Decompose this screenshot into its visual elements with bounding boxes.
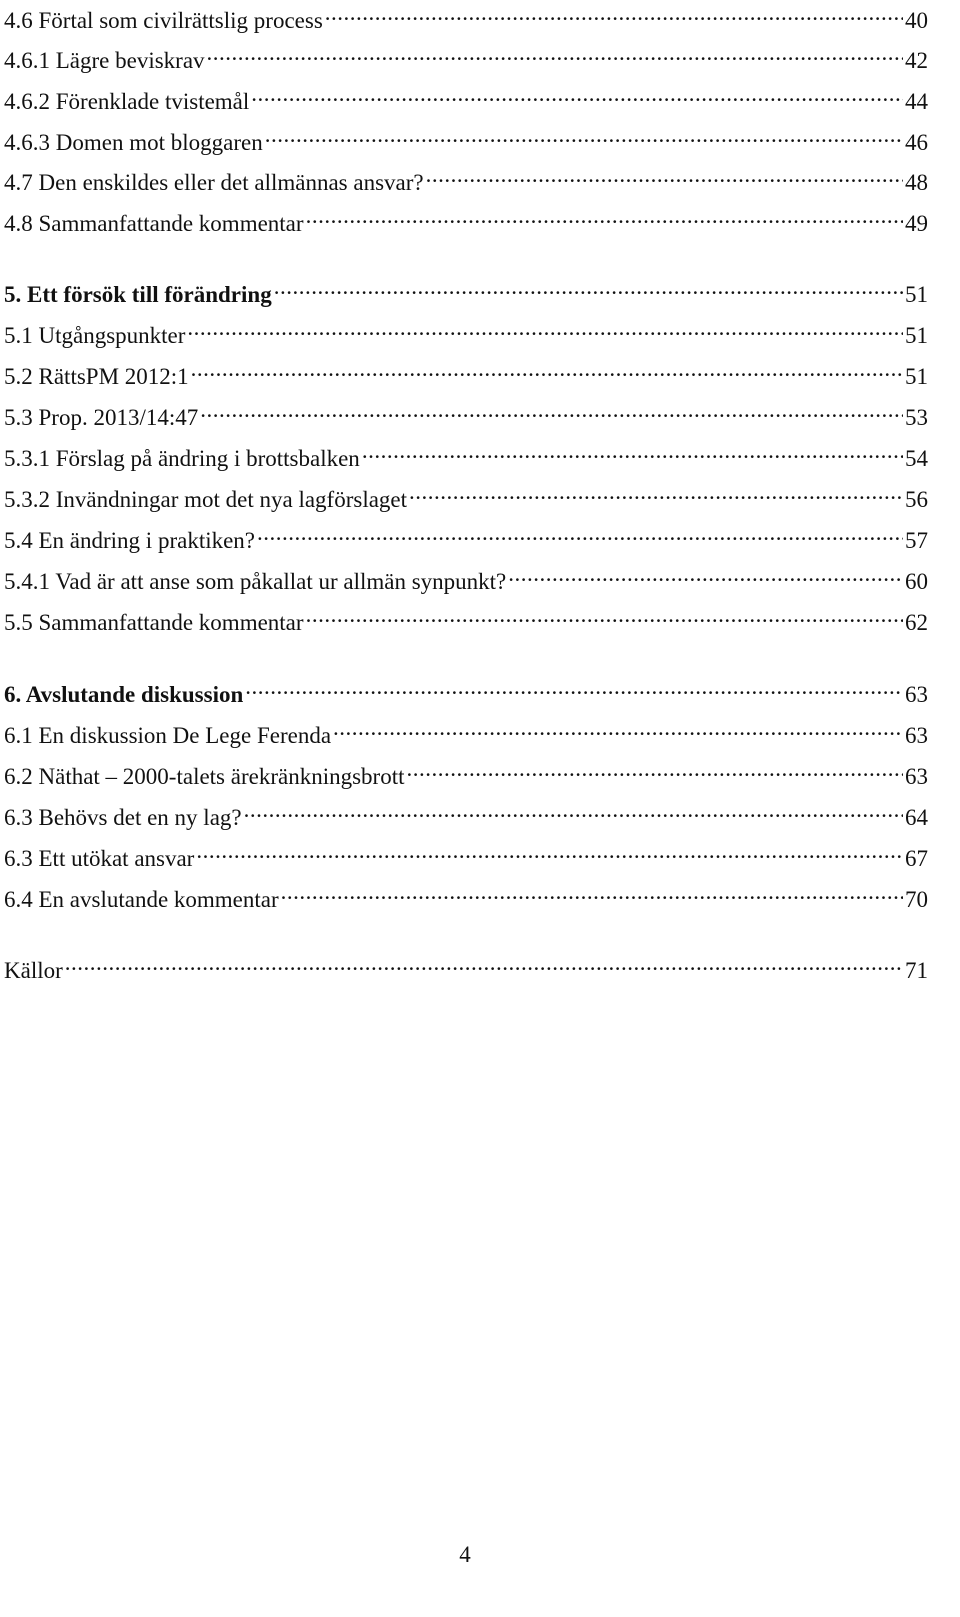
- toc-dot-leader: [508, 559, 903, 589]
- toc-dot-leader: [207, 38, 903, 68]
- toc-dot-leader: [426, 160, 903, 190]
- toc-entry-page: 63: [905, 764, 928, 789]
- toc-entry[interactable]: [4, 120, 928, 155]
- toc-entry[interactable]: [4, 795, 928, 830]
- toc-entry[interactable]: [4, 518, 928, 553]
- toc-entry[interactable]: [4, 877, 928, 912]
- toc-entry-title: 4.8 Sammanfattande kommentar: [4, 211, 304, 236]
- toc-entry-page: 54: [905, 446, 928, 471]
- toc-entry-title: 5.2 RättsPM 2012:1: [4, 364, 189, 389]
- toc-entry-title: 5.3 Prop. 2013/14:47: [4, 405, 199, 430]
- toc-entry[interactable]: [4, 948, 928, 983]
- toc-entry-title: 5. Ett försök till förändring: [4, 282, 272, 307]
- toc-entry-title: 6.2 Näthat – 2000-talets ärekränkningsbrott: [4, 764, 405, 789]
- toc-entry[interactable]: [4, 38, 928, 73]
- toc-entry-title: 4.6.2 Förenklade tvistemål: [4, 89, 250, 114]
- toc-dot-leader: [333, 713, 903, 743]
- toc-entry-page: 48: [905, 170, 928, 195]
- toc-entry[interactable]: [4, 713, 928, 748]
- toc-entry-title: 5.1 Utgångspunkter: [4, 323, 186, 348]
- toc-entry[interactable]: [4, 201, 928, 236]
- toc-dot-leader: [306, 600, 903, 630]
- toc-dot-leader: [362, 436, 903, 466]
- toc-entry-page: 46: [905, 130, 928, 155]
- toc-dot-leader: [191, 354, 903, 384]
- toc-entry-title: 6. Avslutande diskussion: [4, 682, 244, 707]
- toc-entry-title: 4.6 Förtal som civilrättslig process: [4, 8, 323, 33]
- toc-entry-title: 6.1 En diskussion De Lege Ferenda: [4, 723, 332, 748]
- toc-entry[interactable]: [4, 754, 928, 789]
- toc-entry-page: 63: [905, 723, 928, 748]
- toc-dot-leader: [265, 120, 903, 150]
- toc-dot-leader: [325, 0, 903, 28]
- toc-entry-title: 6.3 Behövs det en ny lag?: [4, 805, 242, 830]
- toc-entry[interactable]: [4, 79, 928, 114]
- toc-entry[interactable]: [4, 836, 928, 871]
- toc-entry-page: 51: [905, 364, 928, 389]
- toc-entry-page: 71: [905, 958, 928, 983]
- toc-entry-title: 4.6.1 Lägre beviskrav: [4, 48, 205, 73]
- toc-dot-leader: [251, 79, 903, 109]
- toc-entry[interactable]: [4, 559, 928, 594]
- page-number: 4: [459, 1542, 471, 1567]
- toc-entry-title: 5.3.2 Invändningar mot det nya lagförslaget: [4, 487, 408, 512]
- toc-entry-page: 40: [905, 8, 928, 33]
- toc-entry-title: 5.4.1 Vad är att anse som påkallat ur allmän synpunkt?: [4, 569, 507, 594]
- toc-dot-leader: [244, 795, 903, 825]
- toc-entry-page: 60: [905, 569, 928, 594]
- toc-entry-page: 44: [905, 89, 928, 114]
- toc-chapter-entry[interactable]: [4, 672, 928, 707]
- toc-entry-title: 5.4 En ändring i praktiken?: [4, 528, 256, 553]
- toc-entry[interactable]: [4, 313, 928, 348]
- toc-entry-page: 51: [905, 282, 928, 307]
- toc-dot-leader: [196, 836, 903, 866]
- toc-dot-leader: [306, 201, 903, 231]
- toc-entry-title: 6.3 Ett utökat ansvar: [4, 846, 195, 871]
- toc-entry-page: 42: [905, 48, 928, 73]
- toc-entry-page: 67: [905, 846, 928, 871]
- toc-entry-title: 4.6.3 Domen mot bloggaren: [4, 130, 263, 155]
- toc-dot-leader: [409, 477, 903, 507]
- toc-entry[interactable]: [4, 600, 928, 635]
- toc-entry-page: 53: [905, 405, 928, 430]
- toc-entry-page: 57: [905, 528, 928, 553]
- toc-entry-title: 6.4 En avslutande kommentar: [4, 887, 279, 912]
- toc-entry-title: 4.7 Den enskildes eller det allmännas ansvar?: [4, 170, 424, 195]
- toc-entry-title: Källor: [4, 958, 63, 983]
- toc-entry[interactable]: [4, 436, 928, 471]
- toc-dot-leader: [257, 518, 903, 548]
- toc-entry-page: 49: [905, 211, 928, 236]
- toc-entry-page: 56: [905, 487, 928, 512]
- toc-entry-page: 70: [905, 887, 928, 912]
- toc-entry-page: 63: [905, 682, 928, 707]
- toc-entry-page: 62: [905, 610, 928, 635]
- toc-entry[interactable]: [4, 395, 928, 430]
- toc-dot-leader: [274, 272, 903, 302]
- toc-entry-page: 51: [905, 323, 928, 348]
- toc-dot-leader: [187, 313, 903, 343]
- toc-entry[interactable]: [4, 0, 928, 33]
- toc-chapter-entry[interactable]: [4, 272, 928, 307]
- toc-entry-title: 5.3.1 Förslag på ändring i brottsbalken: [4, 446, 360, 471]
- toc-entry-page: 64: [905, 805, 928, 830]
- toc-entry-title: 5.5 Sammanfattande kommentar: [4, 610, 304, 635]
- toc-dot-leader: [65, 948, 903, 978]
- toc-dot-leader: [406, 754, 903, 784]
- toc-dot-leader: [200, 395, 903, 425]
- toc-entry[interactable]: [4, 354, 928, 389]
- toc-entry[interactable]: [4, 477, 928, 512]
- toc-dot-leader: [245, 672, 903, 702]
- toc-dot-leader: [281, 877, 903, 907]
- toc-entry[interactable]: [4, 160, 928, 195]
